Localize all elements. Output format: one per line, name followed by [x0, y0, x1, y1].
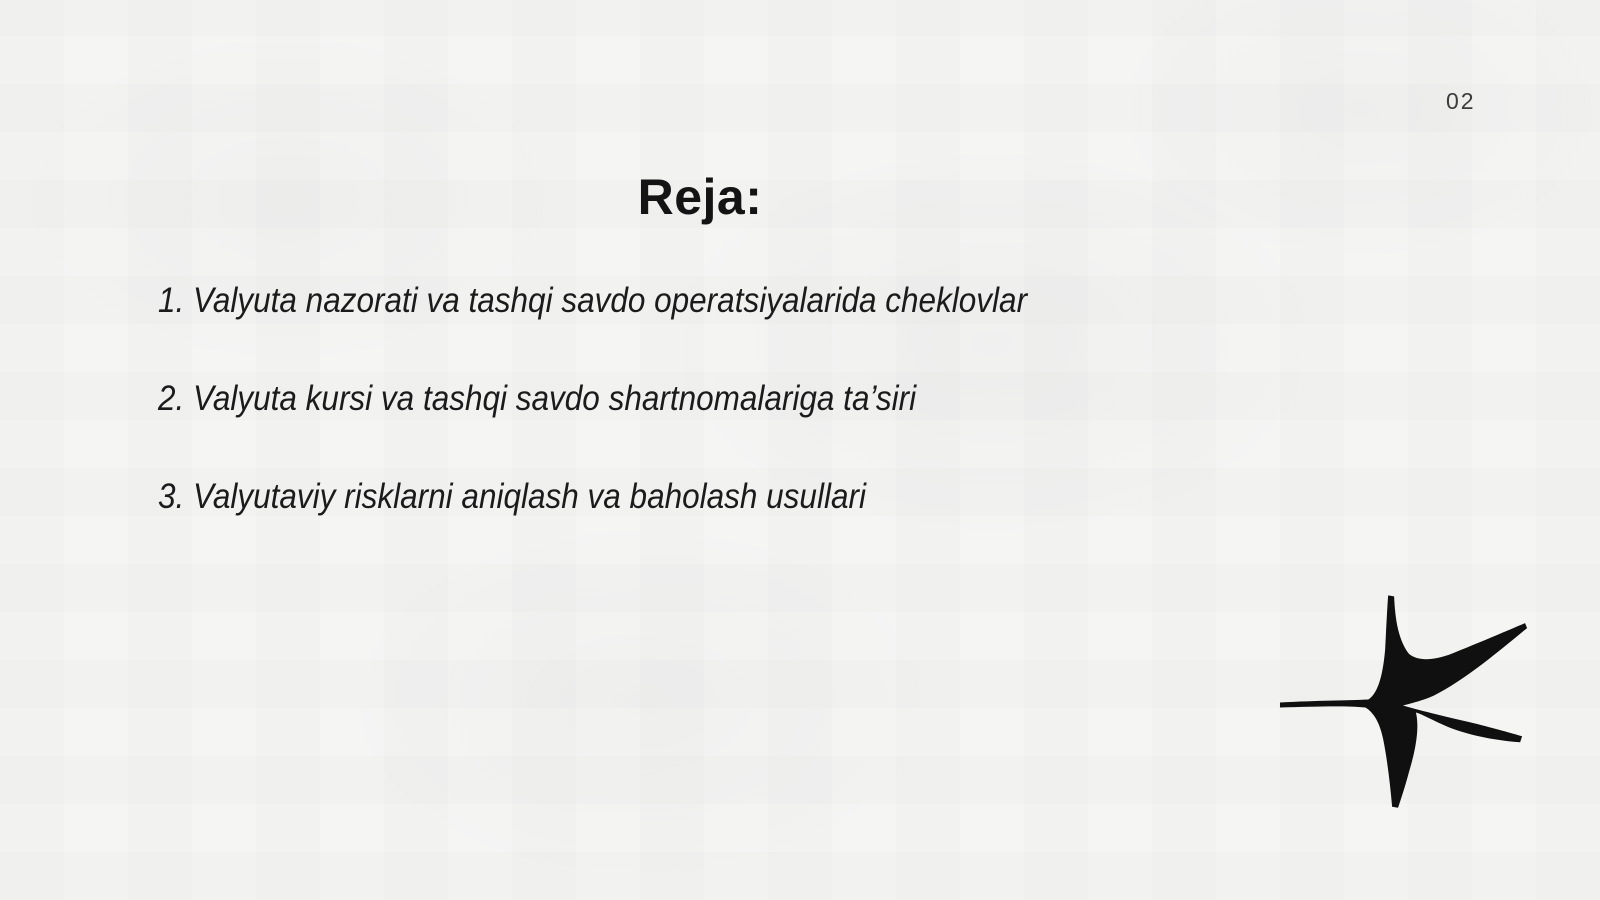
slide-title: Reja: [637, 168, 763, 225]
spark-star-icon [1278, 592, 1536, 817]
agenda-item-2: 2. Valyuta kursi va tashqi savdo shartnomalariga ta’siri [158, 379, 917, 418]
page-number: 02 [1446, 88, 1476, 114]
agenda-item-1: 1. Valyuta nazorati va tashqi savdo operatsiyalarida cheklovlar [158, 281, 1028, 320]
agenda-item-3: 3. Valyutaviy risklarni aniqlash va baholash usullari [158, 477, 866, 516]
